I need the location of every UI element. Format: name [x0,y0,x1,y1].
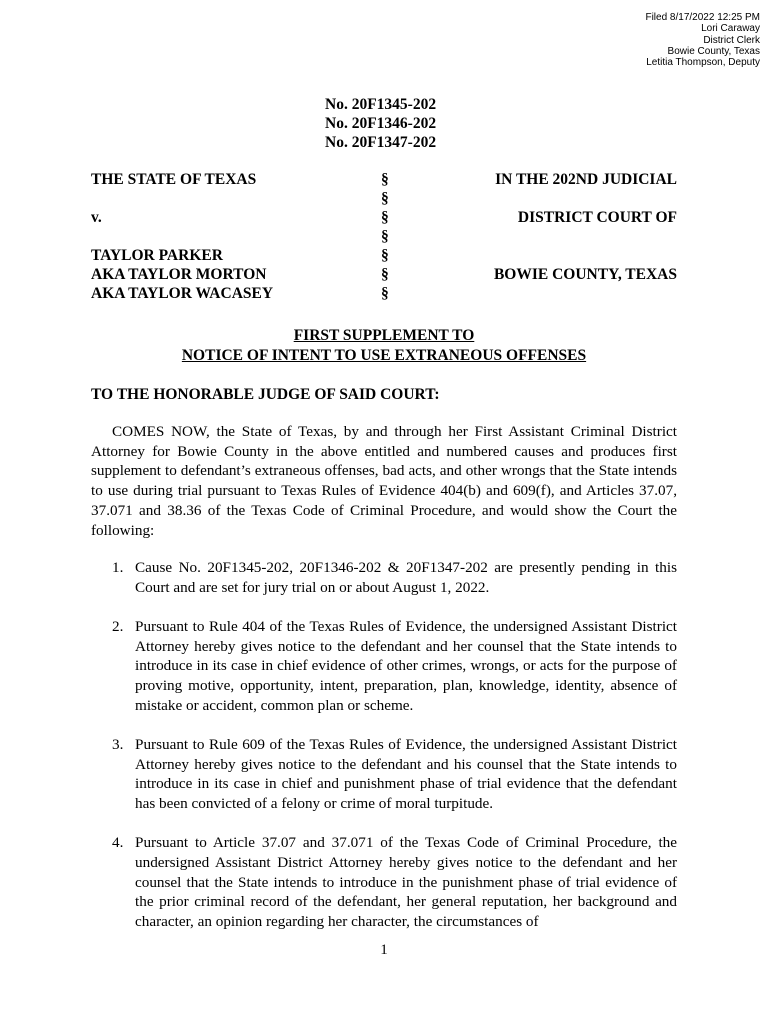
caption-row [0,209,768,228]
list-item [91,833,677,932]
caption-row [0,247,768,266]
title-line: NOTICE OF INTENT TO USE EXTRANEOUS OFFENSES [181,347,587,364]
filing-stamp-line: District Clerk [703,34,760,46]
cause-number: No. 20F1347-202 [325,134,437,151]
caption-row [0,285,768,304]
list-item-text: Pursuant to Rule 609 of the Texas Rules of Evidence, the undersigned Assistant District Attorney hereby gives notice to the defendant and his counsel that the State intends to introduce in its case in chief and punishment phase of trial evidence that the defendant has been convicted of a felony or crime of moral turpitude. [135,735,677,813]
filing-stamp [645,12,760,68]
caption-row [0,266,768,285]
filing-stamp-line: Bowie County, Texas [667,45,760,57]
case-caption [0,171,768,304]
section-symbol: § [381,266,389,283]
caption-court: IN THE 202ND JUDICIAL [495,171,677,188]
list-item-text: Cause No. 20F1345-202, 20F1346-202 & 20F1347-202 are presently pending in this Court and are set for jury trial on or about August 1, 2022. [135,559,677,596]
section-symbol: § [381,171,389,188]
document-title [0,326,768,366]
cause-numbers [325,95,436,152]
filing-stamp-line: Filed 8/17/2022 12:25 PM [645,12,760,23]
caption-party: AKA TAYLOR WACASEY [91,285,274,302]
section-symbol: § [381,247,389,264]
page-number: 1 [380,942,388,958]
list-item [91,735,677,814]
caption-row [0,228,768,247]
caption-court: BOWIE COUNTY, TEXAS [493,266,677,283]
section-symbol: § [381,285,389,302]
intro-paragraph: COMES NOW, the State of Texas, by and through her First Assistant Criminal District Attorney for Bowie County in the above entitled and numbered causes and produces first supplement to defendant’s extraneous offenses, bad acts, and other wrongs that the State intends to use during trial pursuant to Texas Rules of Evidence 404(b) and 609(f), and Articles 37.07, 37.071 and 38.36 of the Texas Code of Criminal Procedure, and would show the Court the following: [91,423,677,539]
title-line: FIRST SUPPLEMENT TO [293,327,475,344]
caption-party: v. [91,209,102,226]
caption-court: DISTRICT COURT OF [517,209,677,226]
list-item-text: Pursuant to Rule 404 of the Texas Rules of Evidence, the undersigned Assistant District Attorney hereby gives notice to the defendant and her counsel that the State intends to introduce in its case in chief evidence of other crimes, wrongs, or acts for the purpose of proving motive, opportunity, intent, preparation, plan, knowledge, identity, absence of mistake or accident, common plan or scheme. [135,617,677,714]
caption-row [0,190,768,209]
section-symbol: § [381,209,389,226]
caption-party: THE STATE OF TEXAS [91,171,257,188]
salutation: TO THE HONORABLE JUDGE OF SAID COURT: [91,386,440,403]
list-item-number: 1. [112,559,124,576]
list-item-number: 3. [112,735,124,753]
filing-stamp-line: Lori Caraway [701,23,760,35]
cause-number: No. 20F1345-202 [325,96,437,113]
list-item [91,558,677,597]
list-item-number: 2. [112,617,124,635]
list-item [91,617,677,716]
list-item-number: 4. [112,834,124,852]
cause-number: No. 20F1346-202 [325,115,437,132]
section-symbol: § [381,190,389,207]
numbered-list [91,558,677,951]
section-symbol: § [381,228,389,245]
caption-party: AKA TAYLOR MORTON [91,266,267,283]
caption-party: TAYLOR PARKER [91,247,223,264]
caption-row [0,171,768,190]
list-item-text: Pursuant to Article 37.07 and 37.071 of the Texas Code of Criminal Procedure, the undersigned Assistant District Attorney hereby gives notice to the defendant and her counsel that the State intends to introduce in the punishment phase of trial evidence of the prior criminal record of the defendant, her general reputation, her background and character, an opinion regarding her character, the circumstances of [135,834,677,931]
filing-stamp-line: Letitia Thompson, Deputy [646,57,760,69]
